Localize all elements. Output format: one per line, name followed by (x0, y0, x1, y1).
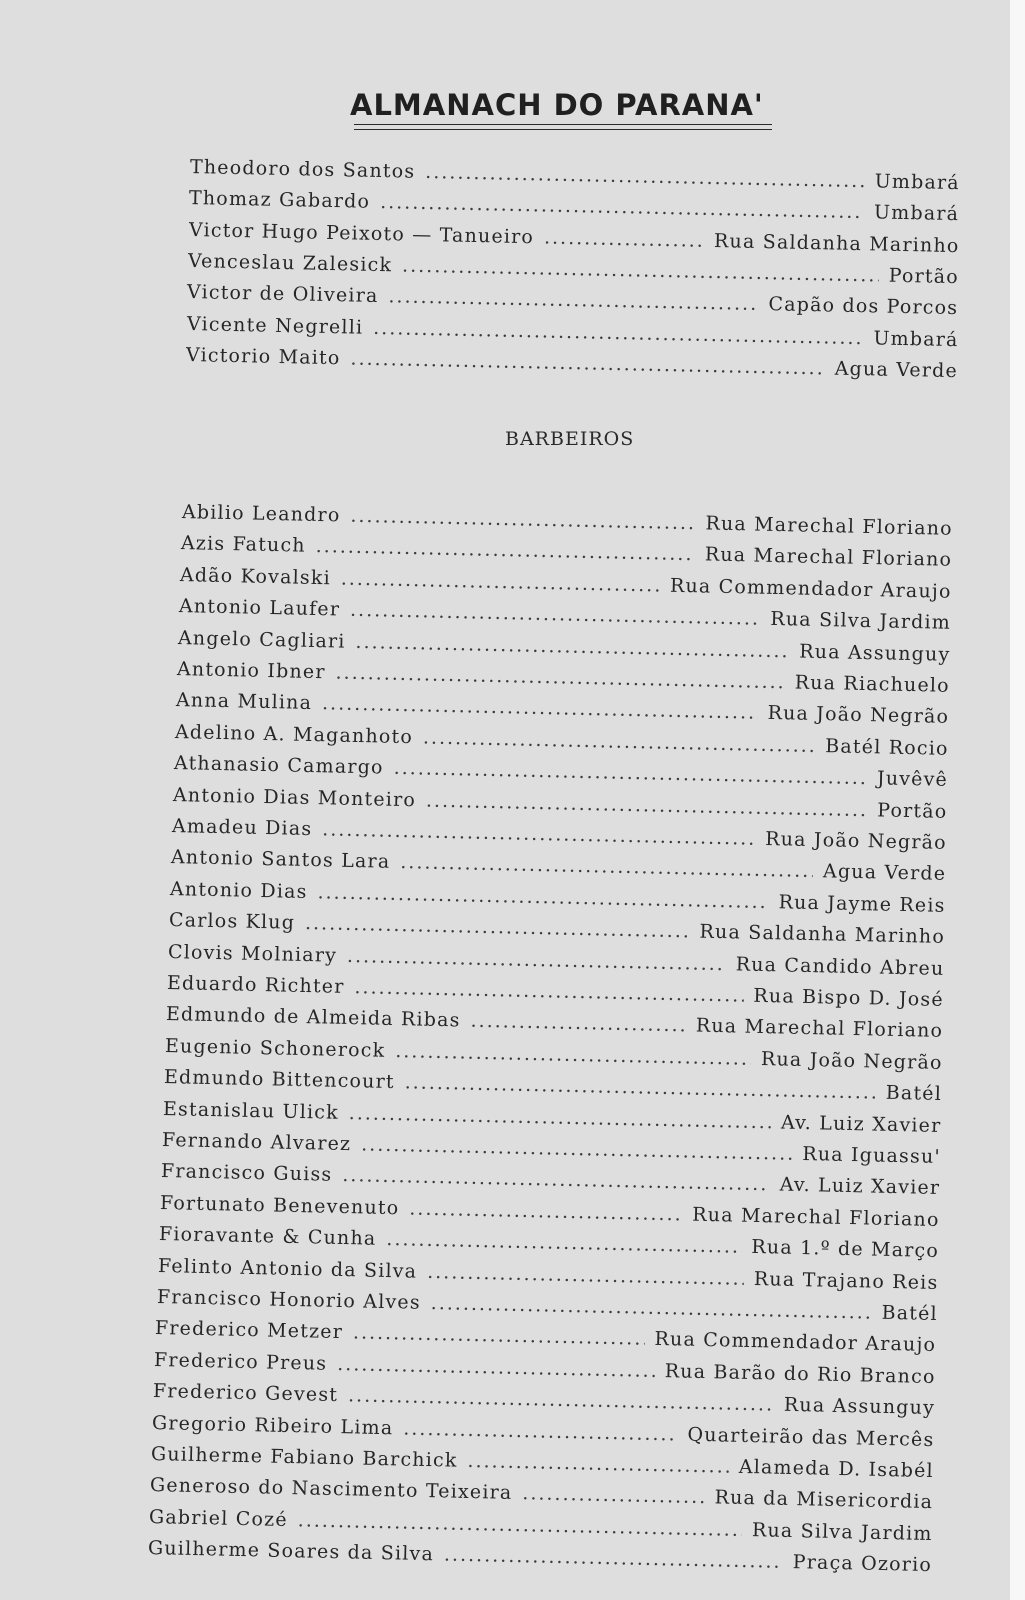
dot-leader (335, 660, 785, 694)
paper-edge (1010, 0, 1025, 1600)
entry-name: Eduardo Richter (166, 972, 345, 998)
dot-leader (523, 1482, 706, 1510)
dot-leader (430, 1291, 871, 1325)
dot-leader (400, 850, 813, 883)
entry-place: Rua Silva Jardim (770, 608, 952, 635)
entry-place: Rua Assunguy (784, 1393, 936, 1420)
entry-place: Rua 1.º de Março (750, 1236, 939, 1263)
entry-place: Av. Luiz Xavier (780, 1111, 942, 1137)
entry-name: Generoso do Nascimento Teixeira (150, 1474, 514, 1505)
entry-place: Juvêvê (876, 767, 949, 792)
dot-leader (317, 880, 769, 914)
entry-name: Adão Kovalski (179, 563, 332, 590)
dot-leader (322, 692, 758, 725)
entry-place: Rua Bispo D. José (752, 984, 944, 1011)
entry-name: Azis Fatuch (180, 532, 306, 558)
dot-leader (355, 629, 789, 662)
entry-name: Vicente Negrelli (186, 312, 363, 339)
entry-name: Antonio Dias (169, 877, 308, 903)
entry-name: Gregorio Ribeiro Lima (152, 1411, 395, 1439)
dot-leader (444, 1543, 783, 1574)
entry-place: Rua Marechal Floriano (695, 1014, 944, 1043)
dot-leader (337, 1352, 655, 1383)
entry-place: Batél (880, 1301, 938, 1326)
section-title: BARBEIROS (505, 428, 635, 450)
entry-name: Fortunato Benevenuto (159, 1191, 400, 1220)
entry-place: Rua Marechal Floriano (704, 543, 953, 572)
dot-leader (305, 911, 690, 943)
entry-place: Rua Iguassu' (801, 1142, 941, 1168)
entry-name: Angelo Cagliari (177, 626, 346, 653)
entry-place: Rua João Negrão (764, 827, 947, 854)
entry-name: Felinto Antonio da Silva (157, 1254, 417, 1283)
dot-leader (315, 534, 695, 566)
entry-place: Rua Commendador Araujo (654, 1328, 937, 1357)
entry-name: Frederico Gevest (153, 1380, 339, 1407)
entry-name: Guilherme Soares da Silva (148, 1537, 435, 1566)
entry-name: Amadeu Dias (171, 815, 313, 841)
entry-name: Eugenio Schonerock (164, 1034, 386, 1062)
dot-leader (298, 1508, 743, 1542)
entry-name: Fioravante & Cunha (158, 1223, 377, 1250)
entry-name: Athanasio Camargo (173, 752, 384, 779)
dot-leader (341, 566, 661, 597)
dot-leader (347, 944, 726, 976)
entry-place: Rua Trajano Reis (753, 1267, 939, 1294)
entry-name: Fernando Alvarez (161, 1129, 352, 1156)
entry-place: Rua da Misericordia (714, 1486, 934, 1514)
entry-place: Av. Luiz Xavier (779, 1173, 941, 1200)
dot-leader (423, 725, 816, 758)
entry-name: Antonio Ibner (176, 658, 326, 684)
entry-place: Capão dos Porcos (768, 293, 959, 320)
dot-leader (404, 1070, 876, 1104)
dot-leader (470, 1009, 686, 1038)
dot-leader (409, 1196, 682, 1226)
entry-place: Rua Marechal Floriano (705, 512, 954, 540)
entry-place: Rua Saldanha Marinho (713, 229, 960, 257)
entry-place: Portão (888, 264, 959, 289)
dot-leader (350, 598, 761, 631)
entry-name: Antonio Santos Lara (170, 846, 391, 874)
entry-place: Rua Candido Abreu (735, 952, 945, 980)
page-header: ALMANACH DO PARANA' (350, 88, 764, 122)
dot-leader (426, 1259, 743, 1290)
entry-name: Gabriel Cozé (149, 1505, 289, 1531)
entry-name: Frederico Metzer (155, 1317, 344, 1344)
entry-name: Anna Mulina (175, 689, 313, 715)
entry-name: Estanislau Ulick (162, 1097, 339, 1124)
dot-leader (354, 975, 743, 1007)
entry-name: Frederico Preus (154, 1348, 328, 1375)
entry-name: Clovis Molniary (167, 940, 338, 967)
dot-leader (350, 504, 696, 536)
entry-name: Adelino A. Maganhoto (174, 720, 414, 748)
entry-name: Abilio Leandro (181, 501, 341, 527)
entry-place: Rua Marechal Floriano (691, 1203, 940, 1231)
entry-place: Rua João Negrão (767, 702, 950, 729)
entry-name: Edmundo Bittencourt (163, 1066, 395, 1094)
entry-place: Agua Verde (834, 357, 958, 382)
entry-name: Victorio Maito (185, 343, 341, 370)
entry-place: Rua João Negrão (760, 1047, 943, 1074)
entry-name: Edmundo de Almeida Ribas (165, 1003, 461, 1032)
entry-place: Rua Silva Jardim (752, 1518, 934, 1545)
entry-place: Umbará (872, 326, 959, 351)
entry-name: Theodoro dos Santos (189, 156, 416, 183)
entry-name: Venceslau Zalesick (187, 249, 393, 277)
entry-place: Batél (885, 1081, 942, 1106)
entry-name: Antonio Dias Monteiro (172, 783, 417, 811)
entry-place: Batél Rocio (824, 734, 949, 760)
entry-place: Rua Commendador Araujo (669, 574, 952, 603)
entry-name: Thomaz Gabardo (189, 187, 371, 214)
entry-name: Francisco Guiss (160, 1160, 333, 1187)
entry-place: Praça Ozorio (792, 1551, 933, 1577)
dot-leader (404, 1416, 679, 1446)
entry-name: Francisco Honorio Alves (156, 1286, 421, 1314)
entry-place: Rua Assunguy (798, 640, 951, 666)
dot-leader (348, 1383, 774, 1416)
dot-leader (361, 1132, 793, 1165)
entry-place: Agua Verde (822, 860, 947, 886)
entry-name: Guilherme Fabiano Barchick (151, 1443, 459, 1472)
entry-place: Rua Barão do Rio Branco (664, 1359, 937, 1388)
dot-leader (468, 1449, 730, 1479)
entry-name: Victor de Oliveira (186, 281, 379, 308)
dot-leader (322, 817, 755, 850)
dot-leader (348, 1101, 771, 1134)
dot-leader (386, 1227, 742, 1259)
entry-name: Antonio Laufer (178, 595, 341, 621)
dot-leader (395, 1039, 751, 1071)
entry-place: Umbará (874, 201, 960, 226)
entry-place: Alameda D. Isabél (738, 1455, 935, 1483)
dot-leader (342, 1163, 770, 1196)
entry-name: Victor Hugo Peixoto — Tanueiro (188, 218, 534, 248)
entry-place: Umbará (874, 170, 961, 195)
entry-place: Rua Saldanha Marinho (699, 920, 945, 949)
entry-name: Carlos Klug (168, 909, 296, 934)
dot-leader (426, 788, 868, 822)
entry-place: Portão (876, 798, 948, 823)
entry-place: Rua Riachuelo (794, 671, 950, 697)
dot-leader (353, 1321, 645, 1351)
entry-place: Quarteirão das Mercês (687, 1423, 936, 1451)
dot-leader (393, 756, 867, 790)
entry-place: Rua Jayme Reis (778, 891, 946, 917)
